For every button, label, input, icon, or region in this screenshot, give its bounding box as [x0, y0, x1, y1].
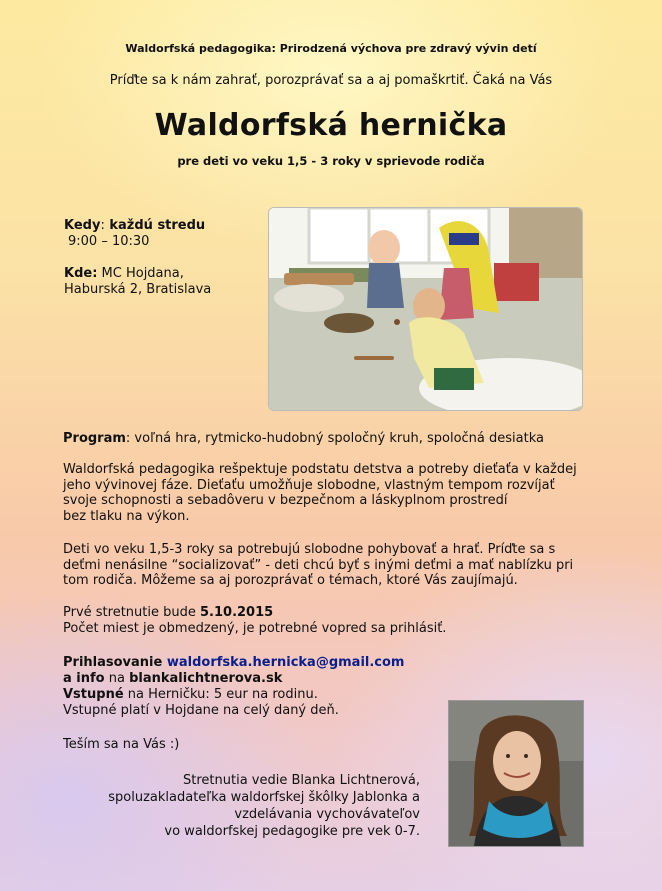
age-line: pre deti vo veku 1,5 - 3 roky v sprievode rodiča — [177, 154, 485, 168]
pedagogy-line: Waldorfská pedagogika rešpektuje podstatu detstva a potreby dieťaťa v každej — [63, 462, 577, 477]
pedagogy-line: bez tlaku na výkon. — [63, 508, 190, 524]
children-line: deťmi nenásilne “socializovať” - deti chcú byť s inými deťmi a mať nablízku pri — [63, 557, 574, 573]
registration-label: Prihlasovanie — [63, 655, 167, 670]
when-label: Kedy — [64, 218, 101, 233]
pedagogy-paragraph — [63, 462, 603, 524]
children-paragraph — [63, 542, 603, 589]
signature-line: Stretnutia vedie Blanka Lichtnerová, — [183, 773, 420, 788]
when-block: Kedy: každú stredu 9:00 – 10:30 — [64, 218, 206, 249]
program-label: Program — [63, 431, 126, 446]
children-playing-photo — [268, 207, 583, 411]
registration-email-link[interactable]: waldorfska.hernicka@gmail.com — [166, 655, 405, 670]
when-day: každú stredu — [104, 218, 206, 233]
signature-line: vzdelávania vychovávateľov — [234, 807, 420, 822]
first-meeting-date: 5.10.2015 — [200, 605, 274, 620]
program-text: : voľná hra, rytmicko-hudobný spoločný kruh, spoločná desiatka — [125, 431, 544, 446]
where-label: Kde: — [64, 266, 98, 281]
fee-label: Vstupné — [63, 687, 124, 702]
signature-line: spoluzakladateľka waldorfskej škôlky Jablonka a — [108, 790, 420, 805]
page-subtitle: Waldorfská pedagogika: Prirodzená výchova pre zdravý vývin detí — [125, 42, 537, 55]
page-title: Waldorfská hernička — [154, 108, 508, 143]
when-time: 9:00 – 10:30 — [68, 234, 150, 249]
children-line: Deti vo veku 1,5-3 roky sa potrebujú slobodne pohybovať a hrať. Príďte sa s — [63, 542, 556, 557]
signature-line: vo waldorfskej pedagogike pre vek 0-7. — [164, 824, 420, 839]
fee-note: Vstupné platí v Hojdane na celý daný deň. — [63, 703, 339, 718]
portrait-photo — [448, 700, 584, 847]
info-label: a info — [63, 671, 105, 686]
program-line — [63, 431, 603, 447]
info-na: na — [104, 671, 130, 686]
capacity-note: Počet miest je obmedzený, je potrebné vopred sa prihlásiť. — [63, 620, 447, 636]
first-meeting-text: Prvé stretnutie bude — [63, 605, 200, 620]
signature-block — [80, 772, 420, 840]
first-meeting-block — [63, 605, 603, 636]
closing-line: Teším sa na Vás :) — [63, 737, 180, 752]
where-address: Haburská 2, Bratislava — [64, 282, 212, 297]
where-block — [64, 266, 211, 298]
portrait-illustration — [449, 701, 583, 846]
children-playing-illustration — [269, 208, 582, 410]
fee-text: na Herničku: 5 eur na rodinu. — [123, 687, 318, 702]
info-website[interactable]: blankalichtnerova.sk — [129, 671, 283, 686]
pedagogy-line: svoje schopnosti a sebadôveru v bezpečnom a láskyplnom prostredí — [63, 493, 508, 508]
invitation-line: Príďte sa k nám zahrať, porozprávať sa a aj pomaškrtiť. Čaká na Vás — [109, 73, 553, 88]
where-place: MC Hojdana, — [97, 266, 184, 281]
pedagogy-line: jeho vývinovej fáze. Dieťaťu umožňuje slobodne, vlastným tempom rozvíjať — [63, 477, 555, 493]
children-line: tom rodiča. Môžeme sa aj porozprávať o témach, ktoré Vás zaujímajú. — [63, 573, 518, 588]
